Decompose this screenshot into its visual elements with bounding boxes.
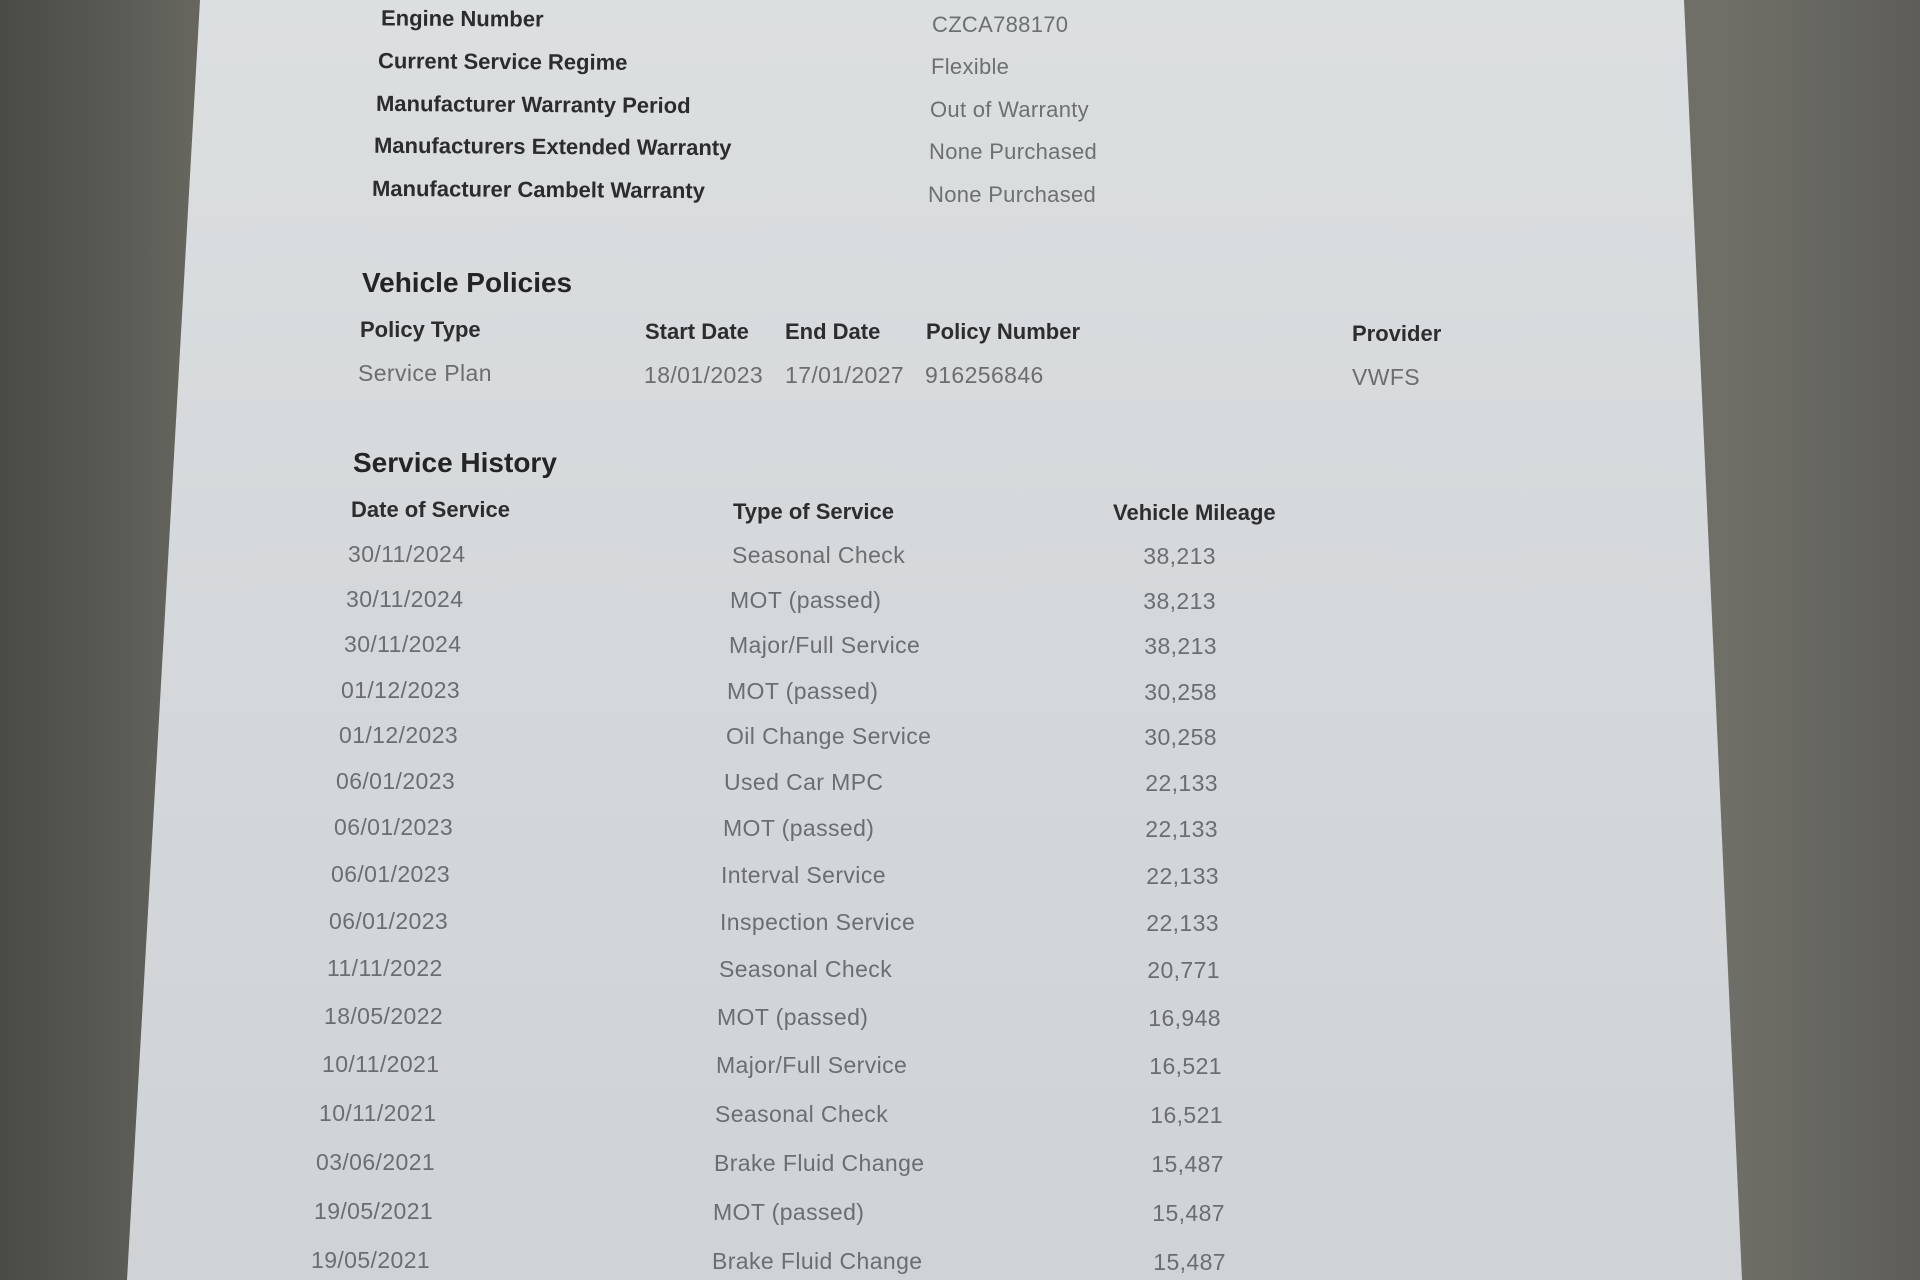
service-regime-value: Flexible: [931, 54, 1010, 79]
mileage-cell: 22,133: [1145, 770, 1218, 796]
service-type-cell: MOT (passed): [730, 587, 882, 613]
end-date-cell: 17/01/2027: [785, 362, 905, 388]
date-cell: 01/12/2023: [339, 722, 459, 748]
date-cell: 03/06/2021: [316, 1149, 436, 1175]
service-type-cell: Used Car MPC: [724, 769, 884, 795]
mileage-cell: 30,258: [1144, 679, 1217, 705]
service-history-heading: Service History: [353, 447, 557, 478]
date-cell: 06/01/2023: [336, 768, 456, 794]
mileage-cell: 38,213: [1143, 543, 1216, 569]
policy-type-cell: Service Plan: [358, 360, 492, 386]
date-cell: 19/05/2021: [311, 1247, 431, 1273]
date-cell: 10/11/2021: [322, 1051, 440, 1077]
end-date-header: End Date: [785, 319, 881, 344]
service-type-cell: Major/Full Service: [716, 1052, 908, 1078]
date-cell: 30/11/2024: [346, 586, 464, 612]
policy-type-header: Policy Type: [360, 317, 481, 342]
mileage-cell: 30,258: [1144, 724, 1217, 750]
service-type-cell: Inspection Service: [720, 909, 916, 935]
service-type-cell: Seasonal Check: [732, 542, 906, 568]
mileage-cell: 16,948: [1148, 1005, 1221, 1031]
policy-number-header: Policy Number: [926, 319, 1081, 344]
date-cell: 19/05/2021: [314, 1198, 434, 1224]
service-type-cell: Brake Fluid Change: [714, 1150, 925, 1176]
warranty-period-value: Out of Warranty: [930, 97, 1089, 122]
service-type-cell: Brake Fluid Change: [712, 1248, 923, 1274]
cambelt-warranty-value: None Purchased: [928, 182, 1097, 207]
service-type-cell: Major/Full Service: [729, 632, 921, 658]
date-cell: 01/12/2023: [341, 677, 461, 703]
vehicle-policies-heading: Vehicle Policies: [362, 267, 573, 298]
mileage-cell: 22,133: [1145, 816, 1218, 842]
service-type-cell: MOT (passed): [717, 1004, 869, 1030]
cambelt-warranty-label: Manufacturer Cambelt Warranty: [371, 175, 706, 204]
warranty-period-label: Manufacturer Warranty Period: [375, 90, 691, 119]
date-cell: 30/11/2024: [344, 631, 462, 657]
date-of-service-header: Date of Service: [351, 497, 510, 522]
start-date-cell: 18/01/2023: [644, 362, 764, 388]
date-cell: 06/01/2023: [331, 861, 451, 887]
mileage-cell: 20,771: [1147, 957, 1220, 983]
mileage-cell: 38,213: [1144, 633, 1217, 659]
service-type-cell: Seasonal Check: [719, 956, 893, 982]
service-type-cell: MOT (passed): [723, 815, 875, 841]
mileage-cell: 15,487: [1151, 1151, 1224, 1177]
mileage-cell: 38,213: [1143, 588, 1216, 614]
type-of-service-header: Type of Service: [733, 499, 894, 524]
extended-warranty-value: None Purchased: [929, 139, 1098, 164]
provider-header: Provider: [1352, 321, 1442, 346]
mileage-cell: 22,133: [1146, 910, 1219, 936]
mileage-cell: 15,487: [1153, 1249, 1226, 1275]
service-type-cell: MOT (passed): [727, 678, 879, 704]
service-regime-label: Current Service Regime: [377, 48, 628, 75]
date-cell: 18/05/2022: [324, 1003, 444, 1029]
policy-number-cell: 916256846: [925, 362, 1044, 388]
date-cell: 06/01/2023: [334, 814, 454, 840]
engine-number-label: Engine Number: [380, 5, 544, 32]
date-cell: 10/11/2021: [319, 1100, 437, 1126]
mileage-cell: 16,521: [1149, 1053, 1222, 1079]
provider-cell: VWFS: [1352, 364, 1421, 390]
mileage-cell: 22,133: [1146, 863, 1219, 889]
vehicle-mileage-header: Vehicle Mileage: [1113, 500, 1276, 525]
date-cell: 11/11/2022: [327, 955, 443, 981]
service-type-cell: Seasonal Check: [715, 1101, 889, 1127]
service-type-cell: Oil Change Service: [726, 723, 932, 749]
engine-number-value: CZCA788170: [932, 12, 1069, 37]
mileage-cell: 15,487: [1152, 1200, 1225, 1226]
service-type-cell: Interval Service: [721, 862, 886, 888]
service-type-cell: MOT (passed): [713, 1199, 865, 1225]
start-date-header: Start Date: [645, 319, 749, 344]
mileage-cell: 16,521: [1150, 1102, 1223, 1128]
date-cell: 30/11/2024: [348, 541, 466, 567]
date-cell: 06/01/2023: [329, 908, 449, 934]
extended-warranty-label: Manufacturers Extended Warranty: [373, 132, 732, 161]
